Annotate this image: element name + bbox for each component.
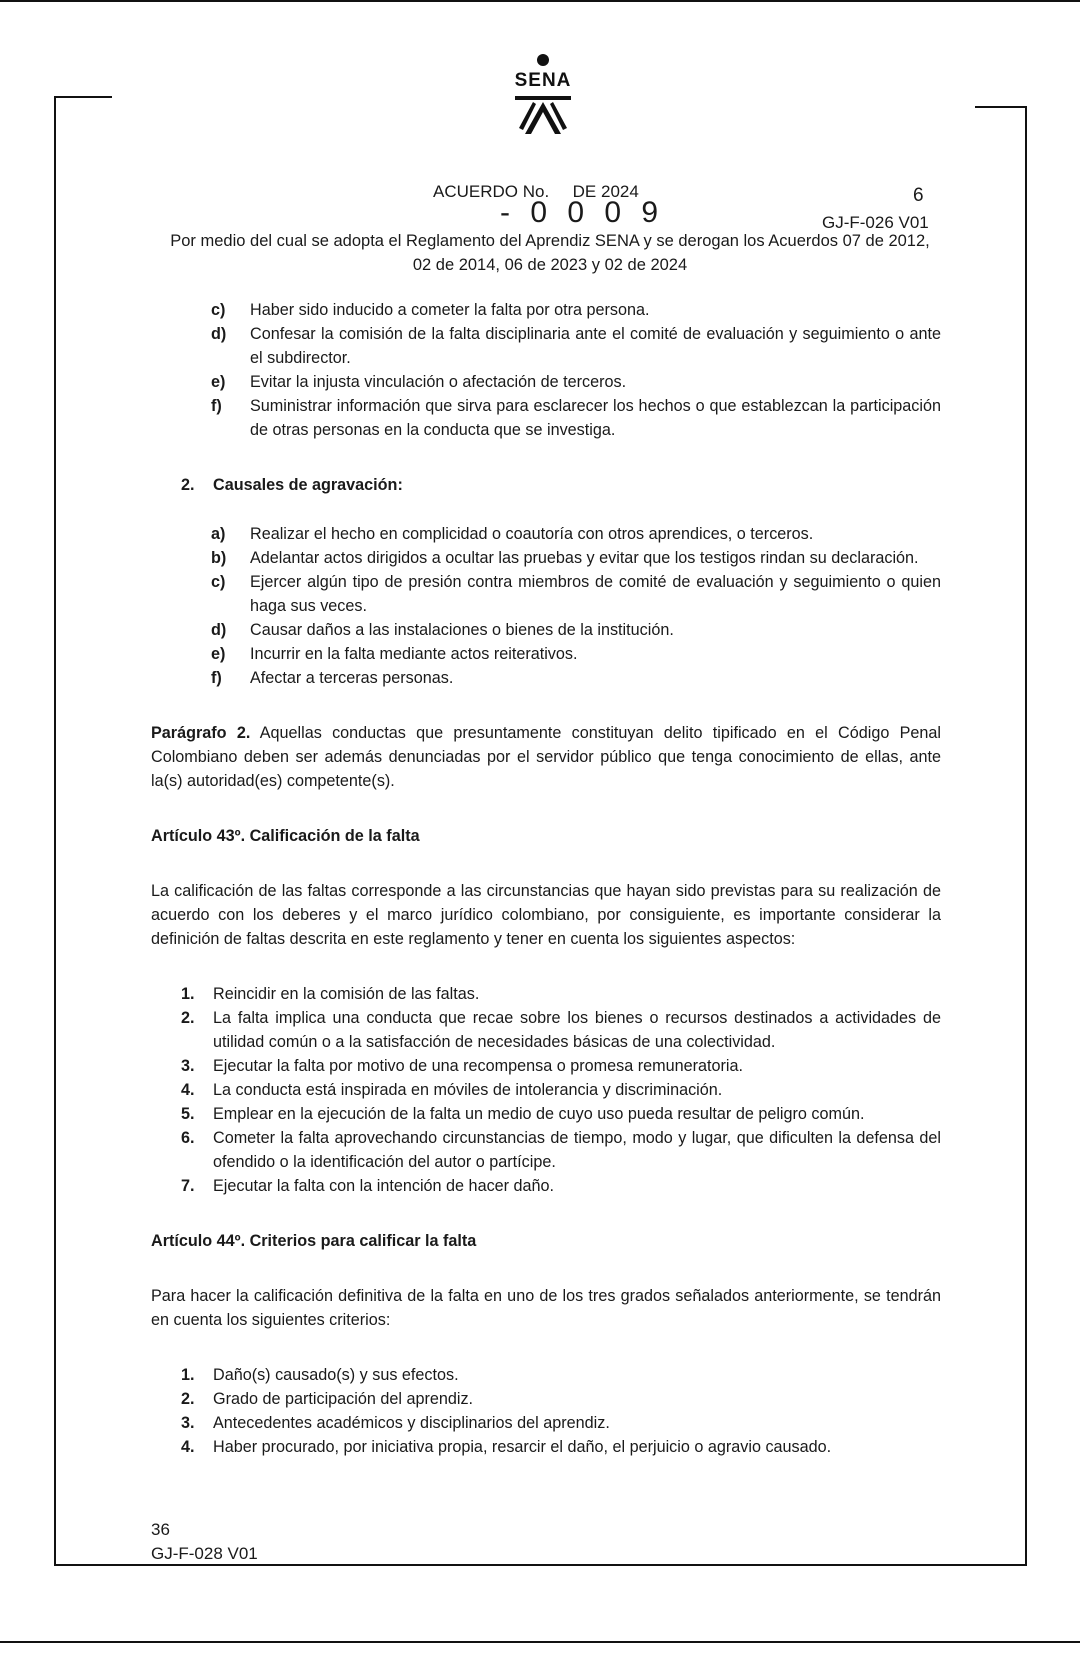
list-item: f) Suministrar información que sirva para esclarecer los hechos o que establezcan la participación de otras personas en la conducta que se investiga.: [211, 397, 941, 439]
list-item: 5. Emplear en la ejecución de la falta un medio de cuyo uso pueda resultar de peligro común.: [181, 1105, 865, 1123]
list-item: d) Causar daños a las instalaciones o bienes de la institución.: [211, 621, 674, 639]
article-43-intro: La calificación de las faltas corresponde a las circunstancias que hayan sido previstas para su realización de acuerdo con los deberes y el marco jurídico colombiano, por consiguiente, es importante considerar la definición de faltas descrita en este reglamento y tener en cuenta los siguientes aspectos:: [151, 882, 941, 948]
paragrafo-text: Aquellas conductas que presuntamente constituyan delito tipificado en el Código Penal Colombiano deben ser además denunciadas por el servidor público que tenga conocimiento de ellas, ante la(s) autoridad(es) competente(s).: [151, 724, 941, 790]
document-body: [151, 298, 941, 1459]
list-item: 7. Ejecutar la falta con la intención de hacer daño.: [181, 1177, 555, 1195]
article-44-intro: Para hacer la calificación definitiva de la falta en uno de los tres grados señalados anteriormente, se tendrán en cuenta los siguientes criterios:: [151, 1287, 941, 1329]
frame-left: [54, 96, 56, 1566]
list-item: e) Incurrir en la falta mediante actos reiterativos.: [211, 645, 578, 663]
page-number: 6: [913, 185, 924, 206]
form-code: GJ-F-026 V01: [822, 213, 929, 232]
article-43-title: Artículo 43º. Calificación de la falta: [151, 827, 420, 845]
page-footer: [151, 1518, 258, 1566]
acuerdo-year: DE 2024: [572, 182, 639, 201]
document-subject: Por medio del cual se adopta el Reglamento del Aprendiz SENA y se derogan los Acuerdos 07 de 2012, 02 de 2014, 06 de 2023 y 02 de 2024: [170, 232, 930, 274]
list-item: 1. Reincidir en la comisión de las faltas.: [181, 985, 480, 1003]
list-item: e) Evitar la injusta vinculación o afectación de terceros.: [211, 373, 627, 391]
list-item: a) Realizar el hecho en complicidad o coautoría con otros aprendices, o terceros.: [211, 525, 814, 543]
section-heading-agravacion: 2. Causales de agravación:: [181, 476, 403, 494]
frame-right: [1025, 106, 1027, 1566]
list-item: 3. Ejecutar la falta por motivo de una recompensa o promesa remuneratoria.: [181, 1057, 743, 1075]
paragrafo-2: [151, 721, 941, 793]
sena-logo: [495, 52, 591, 144]
page-bottom-border: [0, 1641, 1080, 1643]
footer-page-number: 36: [151, 1520, 170, 1539]
footer-form-code: GJ-F-028 V01: [151, 1544, 258, 1563]
acuerdo-label: ACUERDO No.: [433, 182, 550, 201]
frame-left-top-tick: [54, 96, 112, 98]
article-44-title: Artículo 44º. Criterios para calificar la falta: [151, 1232, 477, 1250]
list-item: 3. Antecedentes académicos y disciplinarios del aprendiz.: [181, 1414, 610, 1432]
sena-logo-icon: [495, 52, 591, 144]
list-item: 6. Cometer la falta aprovechando circunstancias de tiempo, modo y lugar, que dificulten la defensa del ofendido o la identificación del autor o partícipe.: [181, 1129, 941, 1171]
list-item: 1. Daño(s) causado(s) y sus efectos.: [181, 1366, 459, 1384]
frame-right-top-tick: [975, 106, 1027, 108]
logo-text: SENA: [514, 70, 572, 91]
list-item: 2. Grado de participación del aprendiz.: [181, 1390, 474, 1408]
top-border: [0, 0, 1080, 2]
list-item: f) Afectar a terceras personas.: [211, 669, 454, 687]
list-item: c) Haber sido inducido a cometer la falta por otra persona.: [211, 301, 650, 319]
list-item: b) Adelantar actos dirigidos a ocultar las pruebas y evitar que los testigos rindan su declaración.: [211, 549, 919, 567]
list-item: d) Confesar la comisión de la falta disciplinaria ante el comité de evaluación y seguimiento o ante el subdirector.: [211, 325, 941, 367]
list-item: 4. La conducta está inspirada en móviles de intolerancia y discriminación.: [181, 1081, 723, 1099]
list-item: 2. La falta implica una conducta que recae sobre los bienes o recursos destinados a actividades de utilidad común o a la satisfacción de necesidades básicas de una colectividad.: [181, 1009, 941, 1051]
paragrafo-label: Parágrafo 2.: [151, 724, 251, 742]
acuerdo-number: - 0 0 0 9: [500, 196, 665, 229]
list-item: 4. Haber procurado, por iniciativa propia, resarcir el daño, el perjuicio o agravio causado.: [181, 1438, 832, 1456]
list-item: c) Ejercer algún tipo de presión contra miembros de comité de evaluación y seguimiento o quien haga sus veces.: [211, 573, 941, 615]
